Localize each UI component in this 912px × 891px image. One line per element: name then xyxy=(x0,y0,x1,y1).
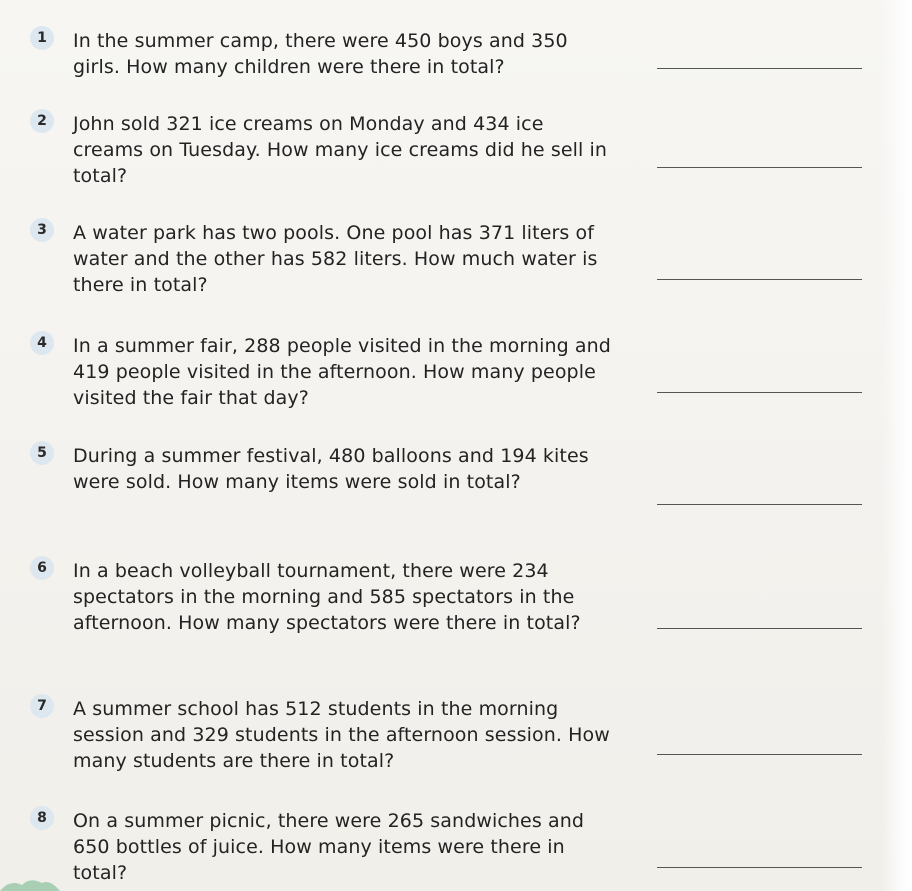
question-text: A water park has two pools. One pool has 371 liters of water and the other has 582 liters. How much water is there in total? xyxy=(73,222,598,296)
question-number-badge: 7 xyxy=(30,694,54,718)
answer-line[interactable] xyxy=(657,167,862,168)
question-number-badge: 5 xyxy=(30,441,54,465)
answer-line[interactable] xyxy=(657,392,862,393)
answer-line[interactable] xyxy=(657,279,862,280)
question-number-badge: 4 xyxy=(30,331,54,355)
leaf-decoration-icon xyxy=(0,877,80,891)
question-number-badge: 6 xyxy=(30,556,54,580)
question-number-badge: 3 xyxy=(30,218,54,242)
question-text: John sold 321 ice creams on Monday and 434 ice creams on Tuesday. How many ice creams did he sell in total? xyxy=(73,113,608,187)
question-number-badge: 8 xyxy=(30,806,54,830)
question-number-badge: 1 xyxy=(30,26,54,50)
question-text: In a beach volleyball tournament, there were 234 spectators in the morning and 585 spectators in the afternoon. How many spectators were there in total? xyxy=(73,560,581,634)
question-text: In the summer camp, there were 450 boys and 350 girls. How many children were there in total? xyxy=(73,30,568,78)
answer-line[interactable] xyxy=(657,68,862,69)
answer-line[interactable] xyxy=(657,628,862,629)
answer-line[interactable] xyxy=(657,504,862,505)
question-text: On a summer picnic, there were 265 sandwiches and 650 bottles of juice. How many items were there in total? xyxy=(73,810,585,884)
answer-line[interactable] xyxy=(657,867,862,868)
page-edge xyxy=(882,0,912,891)
question-text: In a summer fair, 288 people visited in the morning and 419 people visited in the afternoon. How many people visited the fair that day? xyxy=(73,335,611,409)
answer-line[interactable] xyxy=(657,754,862,755)
question-text: A summer school has 512 students in the morning session and 329 students in the afternoon session. How many students are there in total? xyxy=(73,698,610,772)
question-number-badge: 2 xyxy=(30,109,54,133)
question-text: During a summer festival, 480 balloons and 194 kites were sold. How many items were sold in total? xyxy=(73,445,589,493)
